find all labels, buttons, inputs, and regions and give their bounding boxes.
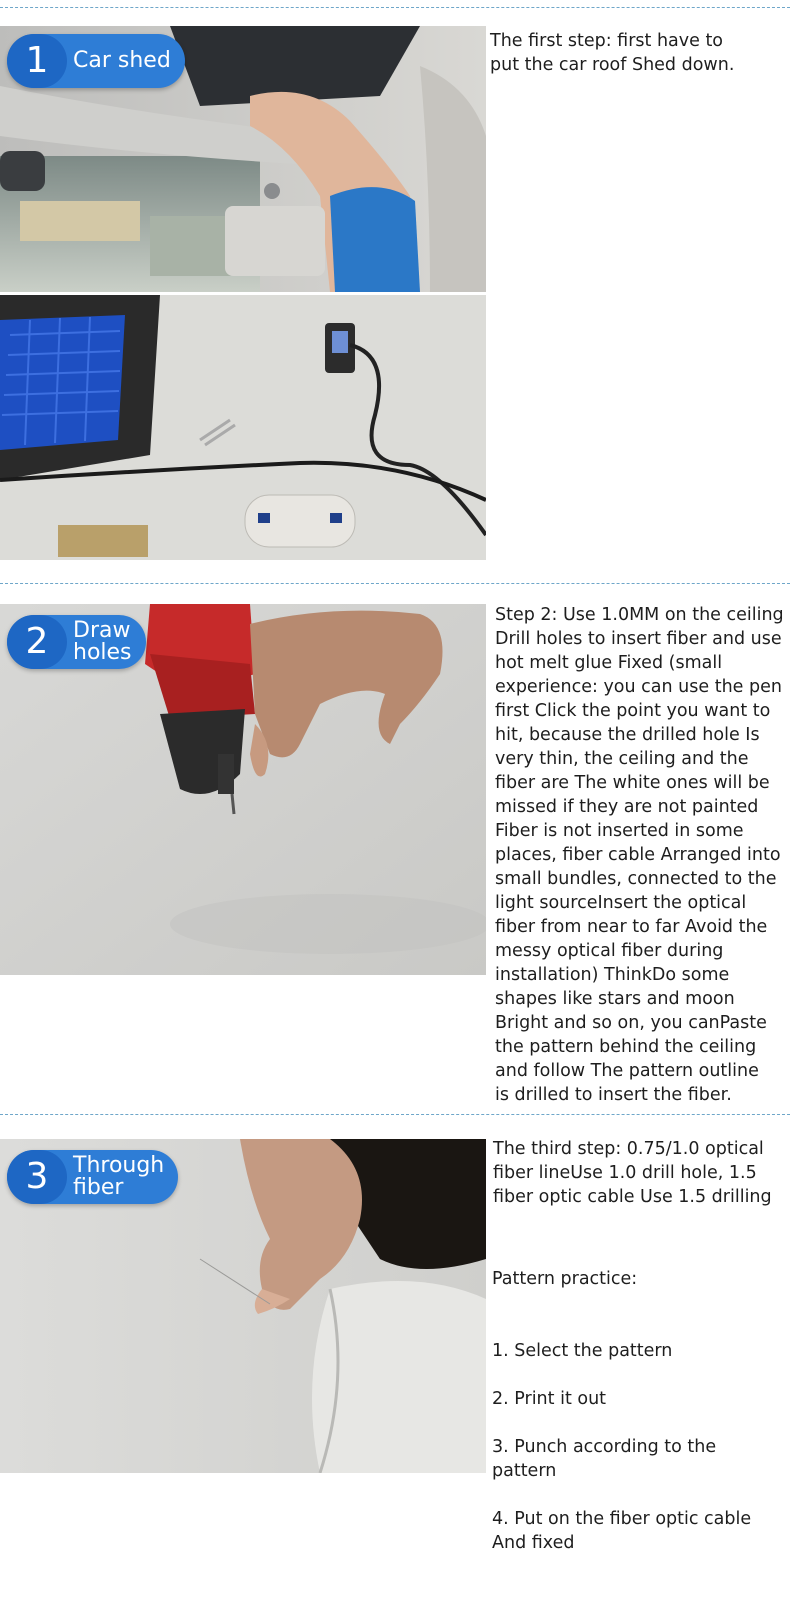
pattern-practice-title: Pattern practice: [492, 1269, 638, 1289]
step-number: 3 [7, 1150, 67, 1204]
section-divider [0, 1114, 790, 1115]
list-item: 4. Put on the fiber optic cable And fixed [492, 1509, 752, 1553]
step-3-description: The third step: 0.75/1.0 optical fiber lineUse 1.0 drill hole, 1.5 fiber optic cable Use 1.5 drilling [493, 1139, 772, 1207]
step-2-badge [7, 615, 146, 669]
step-number: 1 [7, 34, 67, 88]
list-item: 3. Punch according to the pattern [492, 1437, 717, 1481]
list-item: 1. Select the pattern [492, 1341, 673, 1361]
step-label: Car shed [73, 48, 171, 73]
step-2-description: Step 2: Use 1.0MM on the ceiling Drill holes to insert fiber and use hot melt glue Fixed (small experience: you can use the pen first Click the point you want to hit, because the drilled hole Is very thin, the ceiling and the fiber are The white ones will be missed if they are not painted Fiber is not inserted in some places, fiber cable Arranged into small bundles, connected to the light sourceInsert the optical fiber from near to far Avoid the messy optical fiber during installation) ThinkDo some shapes like stars and moon Bright and so on, you canPaste the pattern behind the ceiling and follow The pattern outline is drilled to insert the fiber. [495, 605, 784, 1105]
section-divider [0, 7, 790, 8]
step-label: Through fiber [73, 1153, 165, 1200]
step-1-description: The first step: first have to put the car roof Shed down. [490, 31, 735, 75]
step-3-badge [7, 1150, 178, 1204]
step-label: Draw holes [73, 618, 132, 665]
list-item: 2. Print it out [492, 1389, 607, 1409]
pattern-practice-block [492, 1243, 786, 1603]
headliner-wiring-photo [0, 295, 486, 560]
section-divider [0, 583, 790, 584]
step-1-badge [7, 34, 185, 88]
step-number: 2 [7, 615, 67, 669]
pattern-practice-list [492, 1315, 786, 1579]
